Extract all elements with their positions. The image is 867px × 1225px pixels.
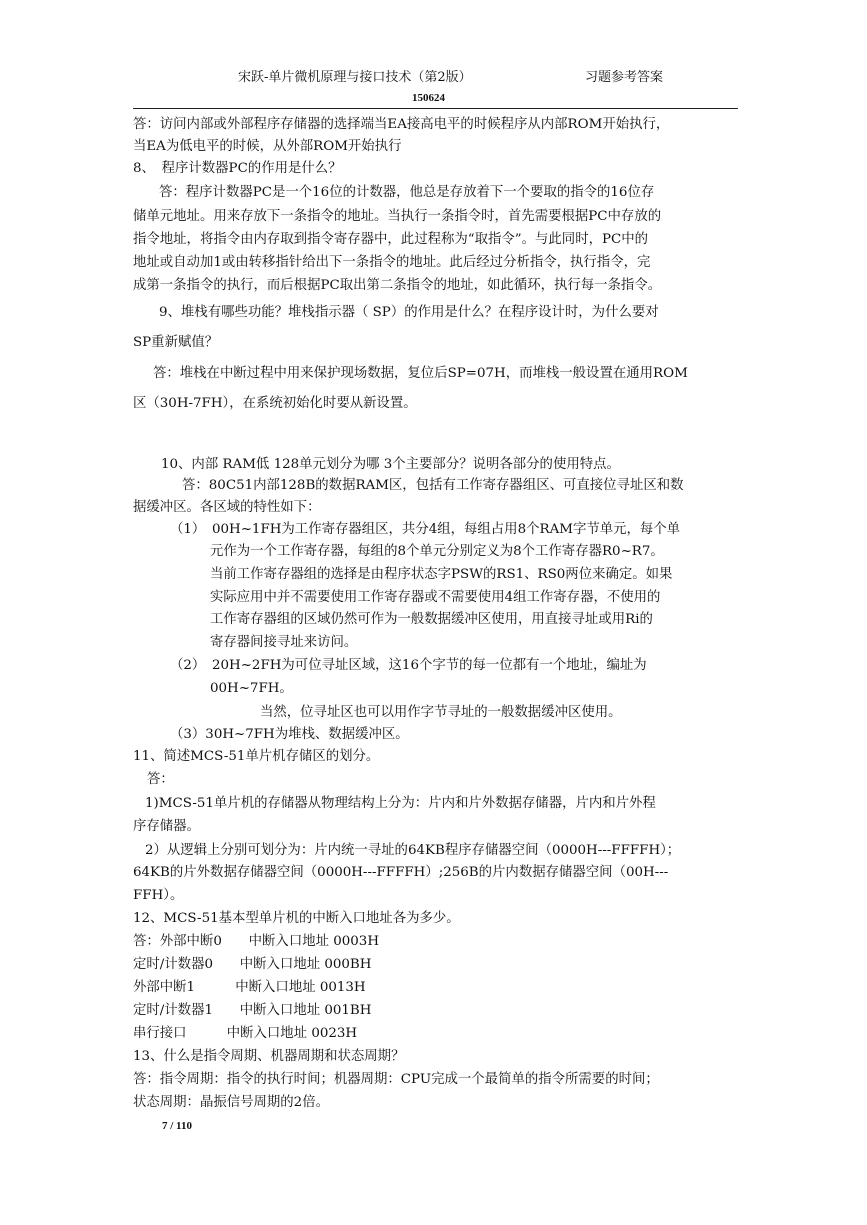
text-line: 序存储器。 — [133, 819, 200, 834]
text-line: 实际应用中并不需要使用工作寄存器或不需要使用4组工作寄存器，不使用的 — [210, 590, 661, 605]
question-13: 13、什么是指令周期、机器周期和状态周期？ — [133, 1049, 405, 1064]
text-line: 地址或自动加1或由转移指针给出下一条指令的地址。此后经过分析指令，执行指令，完 — [133, 255, 651, 270]
text-line: 区（30H-7FH），在系统初始化时要从新设置。 — [133, 396, 417, 411]
text-line: 储单元地址。用来存放下一条指令的地址。当执行一条指令时，首先需要根据PC中存放的 — [133, 209, 662, 224]
text-line: 状态周期：晶振信号周期的2倍。 — [133, 1095, 329, 1110]
text-line: 64KB的片外数据存储器空间（0000H---FFFFH）;256B的片内数据存储器空间（00H--- — [133, 865, 669, 880]
text-line: 寄存器间接寻址来访问。 — [210, 635, 358, 650]
text-line: 答：指令周期：指令的执行时间；机器周期：CPU完成一个最简单的指令所需要的时间； — [133, 1072, 659, 1087]
text-line: 成第一条指令的执行，而后根据PC取出第二条指令的地址，如此循环，执行每一条指令。 — [133, 278, 662, 293]
text-line: 当然，位寻址区也可以用作字节寻址的一般数据缓冲区使用。 — [260, 705, 622, 720]
question-9: 9、堆栈有哪些功能？堆栈指示器（ SP）的作用是什么？在程序设计时，为什么要对 — [159, 305, 659, 320]
text-line: 00H~7FH。 — [210, 681, 293, 696]
text-line: 当前工作寄存器组的选择是由程序状态字PSW的RS1、RS0两位来确定。如果 — [210, 567, 673, 582]
text-line: 1)MCS-51单片机的存储器从物理结构上分为：片内和片外数据存储器，片内和片外程 — [145, 796, 656, 811]
header-code: 150624 — [412, 92, 445, 104]
text-line: 当EA为低电平的时候，从外部ROM开始执行 — [133, 139, 402, 154]
table-row: 定时/计数器0 中断入口地址 000BH — [133, 957, 372, 972]
header-title: 宋跃-单片微机原理与接口技术（第2版） — [238, 70, 472, 85]
list-item: （2） 20H~2FH为可位寻址区域，这16个字节的每一位都有一个地址，编址为 — [170, 658, 647, 673]
text-line: 答：访问内部或外部程序存储器的选择端当EA接高电平的时候程序从内部ROM开始执行， — [133, 117, 670, 132]
page-number: 7 / 110 — [162, 1120, 192, 1132]
question-10: 10、内部 RAM低 128单元划分为哪 3个主要部分？说明各部分的使用特点。 — [161, 457, 620, 472]
question-8: 8、 程序计数器PC的作用是什么？ — [133, 161, 342, 176]
text-line: 答： — [147, 772, 174, 787]
text-line: SP重新赋值？ — [133, 335, 219, 350]
text-line: 答：堆栈在中断过程中用来保护现场数据，复位后SP=07H，而堆栈一般设置在通用ROM — [153, 366, 688, 381]
table-row: 外部中断1 中断入口地址 0013H — [133, 980, 366, 995]
text-line: 指令地址，将指令由内存取到指令寄存器中，此过程称为“取指令”。与此同时，PC中的 — [133, 232, 649, 247]
list-item: （3）30H~7FH为堆栈、数据缓冲区。 — [170, 727, 409, 742]
text-line: 据缓冲区。各区域的特性如下： — [133, 500, 321, 515]
table-row: 定时/计数器1 中断入口地址 001BH — [133, 1003, 372, 1018]
header-divider — [133, 108, 738, 109]
text-line: 工作寄存器组的区域仍然可作为一般数据缓冲区使用，用直接寻址或用Ri的 — [210, 612, 653, 627]
text-line: 答：程序计数器PC是一个16位的计数器，他总是存放着下一个要取的指令的16位存 — [159, 185, 655, 200]
text-line: 答：80C51内部128B的数据RAM区，包括有工作寄存器组区、可直接位寻址区和数 — [182, 478, 684, 493]
text-line: 元作为一个工作寄存器，每组的8个单元分别定义为8个工作寄存器R0~R7。 — [210, 544, 664, 559]
header-subtitle: 习题参考答案 — [585, 70, 664, 85]
text-line: FFH）。 — [133, 888, 184, 903]
table-row: 答：外部中断0 中断入口地址 0003H — [133, 934, 379, 949]
question-12: 12、MCS-51基本型单片机的中断入口地址各为多少。 — [133, 911, 460, 926]
list-item: （1） 00H~1FH为工作寄存器组区，共分4组，每组占用8个RAM字节单元，每个单 — [170, 522, 681, 537]
question-11: 11、简述MCS-51单片机存储区的划分。 — [133, 749, 380, 764]
table-row: 串行接口 中断入口地址 0023H — [133, 1026, 358, 1041]
text-line: 2）从逻辑上分别可划分为：片内统一寻址的64KB程序存储器空间（0000H---FFFFH）； — [145, 843, 681, 858]
